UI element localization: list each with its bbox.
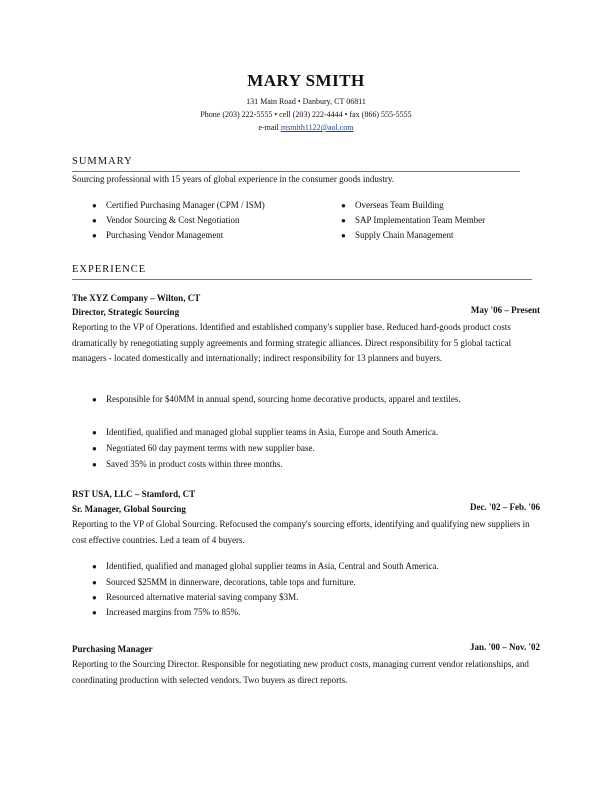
job-company: RST USA, LLC – Stamford, CT bbox=[72, 489, 196, 499]
address-line: 131 Main Road • Danbury, CT 06811 bbox=[246, 97, 366, 106]
bullet-icon: ● bbox=[92, 578, 97, 587]
bullet-icon: ● bbox=[92, 460, 97, 469]
email-link[interactable]: msmith1122@aol.com bbox=[280, 123, 354, 132]
skill-item: ● Purchasing Vendor Management bbox=[92, 228, 223, 243]
bullet-icon: ● bbox=[92, 428, 97, 437]
bullet-icon: ● bbox=[92, 593, 97, 602]
bullet-icon: ● bbox=[92, 201, 97, 210]
job-description: Reporting to the VP of Operations. Identified and established company's supplier base. Reduced hard-goods product costs dramatically by renegotiating supply agreements and forming strategic alliances. Direct responsibility for 5 global tactical managers - located domestically and internationally; indirect responsibility for 13 planners and buyers. bbox=[72, 322, 512, 363]
phone-line: Phone (203) 222-5555 • cell (203) 222-4444 • fax (866) 555-5555 bbox=[200, 110, 412, 119]
job-bullet: Resourced alternative material saving company $3M. bbox=[106, 592, 299, 602]
skill-item: ● Certified Purchasing Manager (CPM / ISM) bbox=[92, 198, 265, 213]
job-bullet: Negotiated 60 day payment terms with new supplier base. bbox=[106, 443, 315, 453]
job-dates: Dec. '02 – Feb. '06 bbox=[470, 502, 540, 512]
job-company: The XYZ Company – Wilton, CT bbox=[72, 293, 201, 303]
experience-heading: EXPERIENCE bbox=[72, 264, 147, 275]
job-bullet: Responsible for $40MM in annual spend, sourcing home decorative products, apparel and textiles. bbox=[106, 394, 461, 404]
job-title: Director, Strategic Sourcing bbox=[72, 307, 180, 317]
bullet-icon: ● bbox=[92, 608, 97, 617]
skill-item: ● Overseas Team Building bbox=[341, 198, 444, 213]
bullet-icon: ● bbox=[341, 216, 346, 225]
bullet-icon: ● bbox=[92, 395, 97, 404]
bullet-icon: ● bbox=[92, 231, 97, 240]
bullet-icon: ● bbox=[92, 444, 97, 453]
skill-item: ● Supply Chain Management bbox=[341, 228, 454, 243]
skill-item: ● Vendor Sourcing & Cost Negotiation bbox=[92, 213, 240, 228]
bullet-icon: ● bbox=[341, 231, 346, 240]
job-dates: Jan. '00 – Nov. '02 bbox=[469, 642, 540, 652]
job-dates: May '06 – Present bbox=[470, 305, 540, 315]
job-bullet: Identified, qualified and managed global supplier teams in Asia, Europe and South America. bbox=[106, 427, 439, 437]
job-bullet: Sourced $25MM in dinnerware, decorations, table tops and furniture. bbox=[106, 577, 356, 587]
summary-heading: SUMMARY bbox=[72, 156, 133, 167]
job-title: Purchasing Manager bbox=[72, 644, 153, 654]
job-description: Reporting to the VP of Global Sourcing. Refocused the company's sourcing efforts, identifying and qualifying new suppliers in cost effective countries. Led a team of 4 buyers. bbox=[72, 519, 530, 545]
skill-item: ● SAP Implementation Team Member bbox=[341, 213, 485, 228]
summary-text: Sourcing professional with 15 years of global experience in the consumer goods industry. bbox=[72, 174, 395, 184]
email-line bbox=[0, 121, 612, 134]
job-title: Sr. Manager, Global Sourcing bbox=[72, 504, 186, 514]
candidate-name: MARY SMITH bbox=[247, 71, 365, 90]
job-bullet: Saved 35% in product costs within three months. bbox=[106, 459, 283, 469]
bullet-icon: ● bbox=[341, 201, 346, 210]
job-bullet: Identified, qualified and managed global supplier teams in Asia, Central and South America. bbox=[106, 561, 439, 571]
email-label: e-mail bbox=[258, 123, 279, 132]
job-bullet: Increased margins from 75% to 85%. bbox=[106, 607, 241, 617]
bullet-icon: ● bbox=[92, 216, 97, 225]
bullet-icon: ● bbox=[92, 562, 97, 571]
job-description: Reporting to the Sourcing Director. Responsible for negotiating new product costs, managing current vendor relationships, and coordinating production with selected vendors. Two buyers as direct reports. bbox=[72, 659, 529, 685]
experience-divider bbox=[72, 279, 532, 280]
